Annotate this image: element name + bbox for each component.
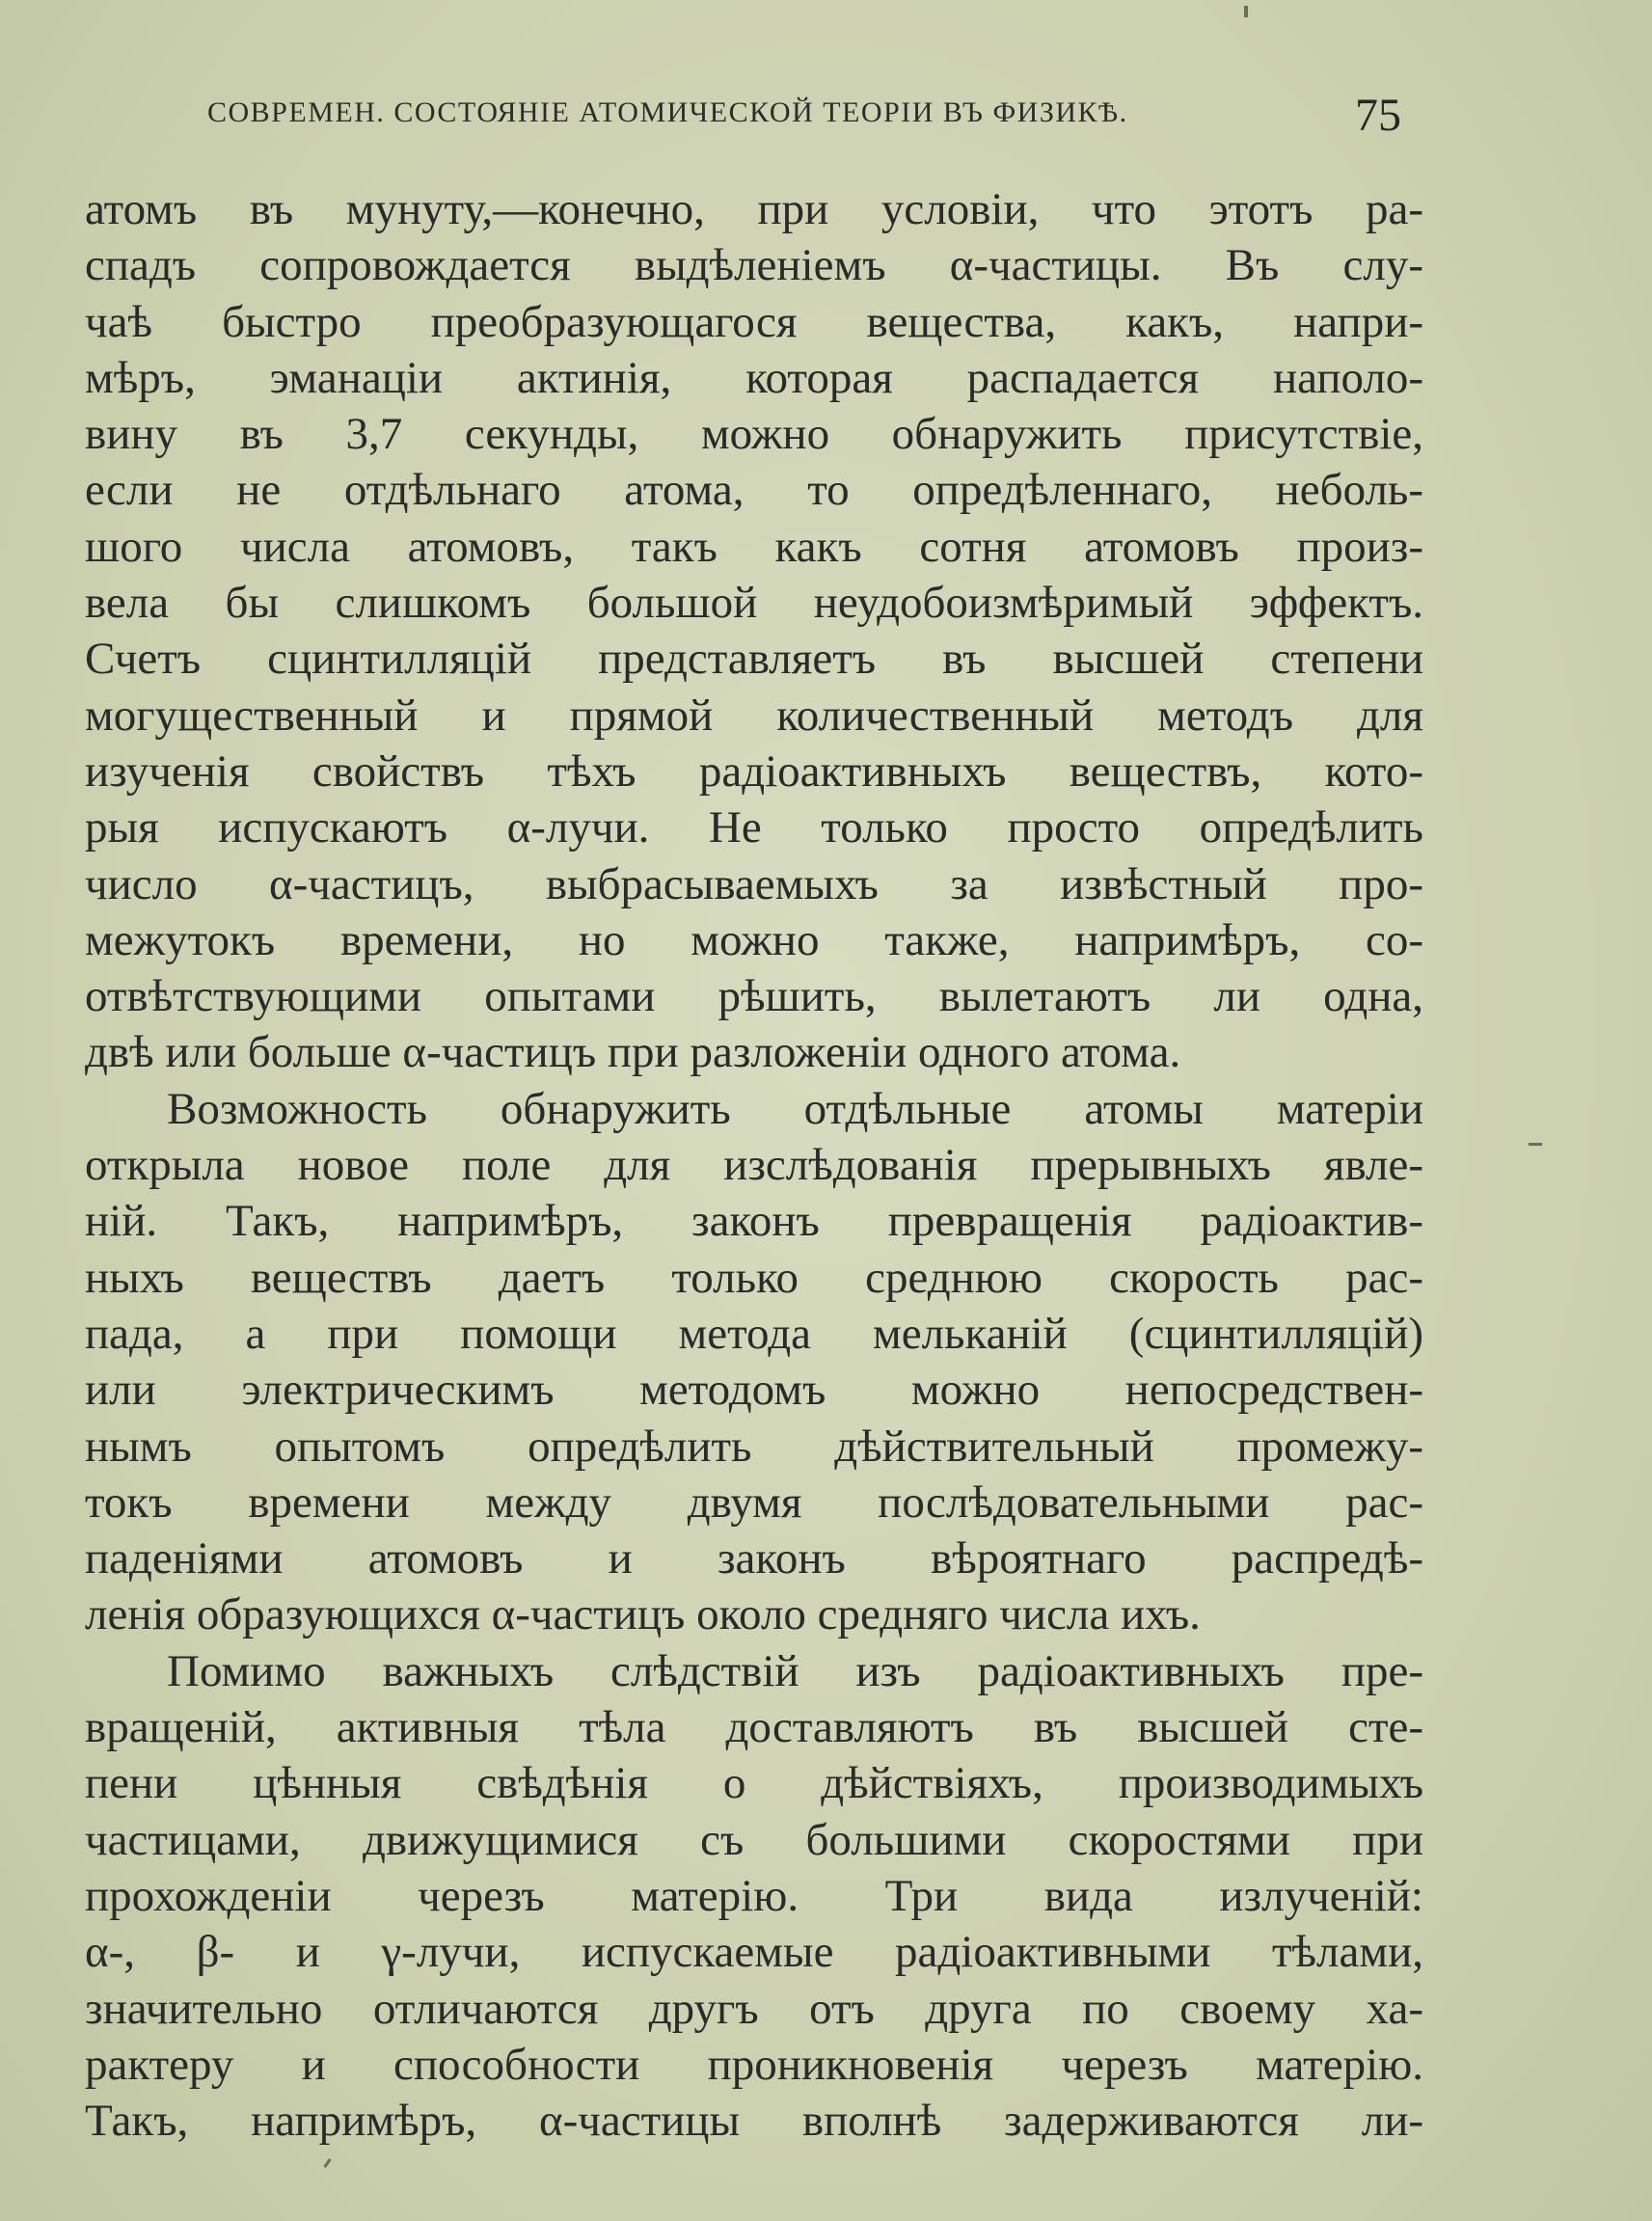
text-line: значительно отличаются другъ отъ друга по своему ха- (85, 1983, 1423, 2034)
text-line: α-, β- и γ-лучи, испускаемые радіоактивными тѣлами, (85, 1927, 1423, 1978)
text-line: пада, а при помощи метода мельканій (сцинтилляцій) (85, 1308, 1423, 1359)
text-line: мѣръ, эманаціи актинія, которая распадается наполо- (85, 352, 1423, 403)
text-line: прохожденіи черезъ матерію. Три вида излученій: (85, 1870, 1423, 1921)
text-line: спадъ сопровождается выдѣленіемъ α-частицы. Въ слу- (85, 240, 1423, 291)
page-header (207, 89, 1461, 147)
text-line: вращеній, активныя тѣла доставляютъ въ высшей сте- (85, 1702, 1423, 1753)
text-line: Счетъ сцинтилляцій представляетъ въ высшей степени (85, 634, 1423, 685)
text-line: двѣ или больше α-частицъ при разложеніи одного атома. (85, 1027, 1181, 1078)
text-line: вину въ 3,7 секунды, можно обнаружить присутствіе, (85, 409, 1423, 460)
text-line: если не отдѣльнаго атома, то опредѣленнаго, неболь- (85, 465, 1423, 516)
page-number: 75 (1355, 90, 1401, 141)
paragraph-1 (85, 181, 1423, 1081)
text-line: частицами, движущимися съ большими скоростями при (85, 1814, 1423, 1865)
text-line: открыла новое поле для изслѣдованія прерывныхъ явле- (85, 1140, 1423, 1191)
paragraph-3 (85, 1643, 1423, 2150)
text-line: токъ времени между двумя послѣдовательными рас- (85, 1476, 1423, 1528)
text-line: пени цѣнныя свѣдѣнія о дѣйствіяхъ, производимыхъ (85, 1758, 1423, 1809)
text-line: отвѣтствующими опытами рѣшить, вылетаютъ ли одна, (85, 971, 1423, 1022)
running-head: СОВРЕМЕН. СОСТОЯНІЕ АТОМИЧЕСКОЙ ТЕОРІИ ВЪ ФИЗИКѢ. (207, 96, 1128, 128)
ink-speck (1244, 6, 1248, 17)
ink-speck (323, 2158, 331, 2168)
text-line: вела бы слишкомъ большой неудобоизмѣримый эффектъ. (85, 578, 1423, 629)
text-line: рыя испускаютъ α-лучи. Не только просто опредѣлить (85, 802, 1423, 853)
paragraph-2 (85, 1081, 1423, 1643)
text-line: чаѣ быстро преобразующагося вещества, какъ, напри- (85, 296, 1423, 347)
text-line: атомъ въ мунуту,—конечно, при условіи, что этотъ ра- (85, 184, 1423, 234)
text-line: ленія образующихся α-частицъ около средняго числа ихъ. (85, 1589, 1201, 1640)
text-line: Такъ, напримѣръ, α-частицы вполнѣ задерживаются ли- (85, 2096, 1423, 2147)
body-text (85, 181, 1423, 2149)
text-line: ній. Такъ, напримѣръ, законъ превращенія радіоактив- (85, 1196, 1423, 1247)
text-line: шого числа атомовъ, такъ какъ сотня атомовъ произ- (85, 521, 1423, 572)
text-line: рактеру и способности проникновенія черезъ матерію. (85, 2039, 1423, 2090)
text-line: Возможность обнаружить отдѣльные атомы матеріи (167, 1083, 1423, 1134)
text-line: число α-частицъ, выбрасываемыхъ за извѣстный про- (85, 858, 1423, 909)
text-line: или электрическимъ методомъ можно непосредствен- (85, 1365, 1423, 1416)
text-line: изученія свойствъ тѣхъ радіоактивныхъ веществъ, кото- (85, 745, 1423, 797)
text-line: межутокъ времени, но можно также, напримѣръ, со- (85, 914, 1423, 965)
text-line: могущественный и прямой количественный методъ для (85, 690, 1423, 741)
text-line: нымъ опытомъ опредѣлить дѣйствительный промежу- (85, 1421, 1423, 1472)
ink-speck (1529, 1143, 1542, 1146)
text-line: ныхъ веществъ даетъ только среднюю скорость рас- (85, 1252, 1423, 1303)
text-line: паденіями атомовъ и законъ вѣроятнаго распредѣ- (85, 1533, 1423, 1584)
text-line: Помимо важныхъ слѣдствій изъ радіоактивныхъ пре- (167, 1645, 1423, 1696)
